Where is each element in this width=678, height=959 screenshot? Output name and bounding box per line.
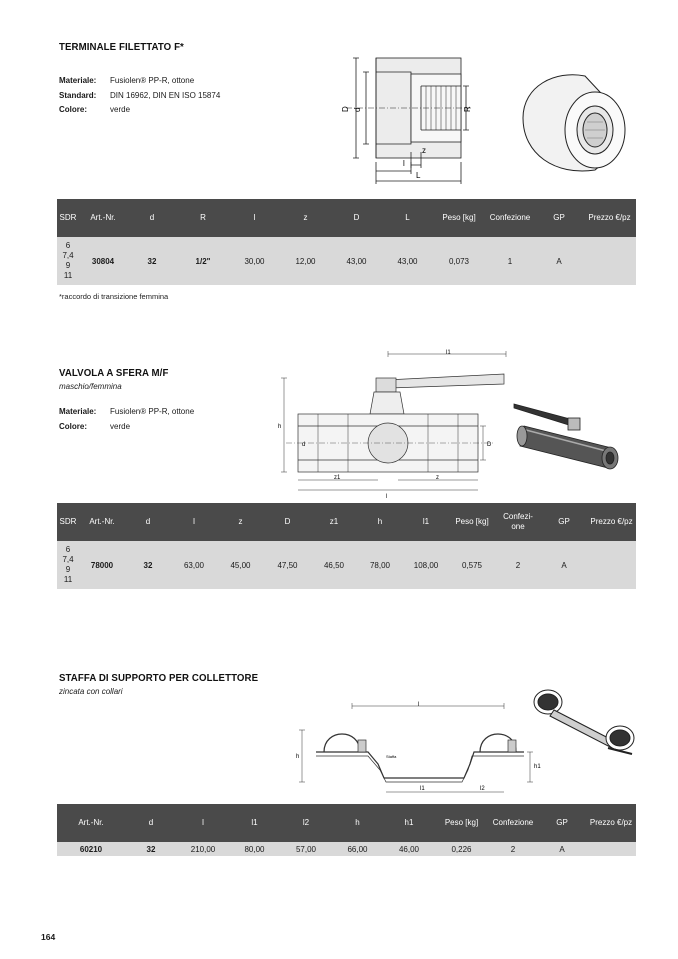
cell-l: 63,00: [171, 541, 217, 589]
section-subtitle: zincata con collari: [59, 687, 123, 696]
cell-l1: 108,00: [403, 541, 449, 589]
product-table-terminale: [57, 199, 636, 285]
cell-D: 47,50: [264, 541, 311, 589]
col-header: SDR: [57, 503, 79, 541]
dim-label-D: D: [487, 442, 492, 448]
col-header: l1: [229, 804, 280, 842]
dim-label-l: l: [418, 702, 420, 708]
col-header: Prezzo €/pz: [587, 503, 636, 541]
cell-l: 30,00: [229, 237, 280, 285]
col-header: R: [177, 199, 229, 237]
cell-D: 43,00: [331, 237, 382, 285]
dim-label-l1: l1: [420, 786, 425, 792]
table-row: [57, 541, 636, 589]
col-header: d: [127, 199, 177, 237]
cell-gp: A: [538, 842, 586, 856]
col-header: z: [217, 503, 264, 541]
col-header: Art.-Nr.: [57, 804, 125, 842]
product-table-valvola: [57, 503, 636, 589]
col-header: SDR: [57, 199, 79, 237]
col-header: Art.-Nr.: [79, 503, 125, 541]
col-header: d: [125, 804, 177, 842]
cell-gp: A: [541, 541, 587, 589]
cell-z: 12,00: [280, 237, 331, 285]
spec-label: Colore:: [59, 421, 87, 431]
cell-art-nr: 78000: [79, 541, 125, 589]
dim-label-d: d: [353, 107, 362, 112]
col-header: z: [280, 199, 331, 237]
col-header: Prezzo €/pz: [586, 804, 636, 842]
col-header: Peso [kg]: [449, 503, 495, 541]
col-header: l: [171, 503, 217, 541]
section-subtitle: maschio/femmina: [59, 382, 122, 391]
dim-label-L: L: [416, 171, 421, 180]
col-header: Confezi- one: [495, 503, 541, 541]
col-header: h: [332, 804, 383, 842]
cell-z: 45,00: [217, 541, 264, 589]
col-header: h: [357, 503, 403, 541]
col-header: D: [331, 199, 382, 237]
cell-confezione: 1: [485, 237, 535, 285]
dim-label-z: z: [436, 475, 439, 481]
dim-label-D: D: [341, 106, 350, 112]
cell-l1: 80,00: [229, 842, 280, 856]
dim-label-z: z: [422, 146, 426, 155]
spec-value: Fusiolen® PP-R, ottone: [110, 407, 195, 416]
cell-R: 1/2": [177, 237, 229, 285]
table-row: [57, 237, 636, 285]
drawing-note: Staffa: [386, 754, 397, 759]
product-table-staffa: [57, 804, 636, 856]
col-header: Art.-Nr.: [79, 199, 127, 237]
dim-label-d: d: [302, 442, 306, 448]
cell-d: 32: [127, 237, 177, 285]
col-header: GP: [535, 199, 583, 237]
col-header: D: [264, 503, 311, 541]
cell-d: 32: [125, 541, 171, 589]
spec-row: [59, 420, 194, 435]
footnote: *raccordo di transizione femmina: [59, 292, 169, 301]
cell-gp: A: [535, 237, 583, 285]
col-header: h1: [383, 804, 435, 842]
technical-drawing-valvola: [278, 348, 512, 500]
dim-label-l: l: [403, 159, 405, 168]
col-header: GP: [541, 503, 587, 541]
col-header: Prezzo €/pz: [583, 199, 636, 237]
spec-row: [59, 74, 220, 89]
dim-label-R: R: [463, 106, 472, 112]
dim-label-l1: l1: [446, 350, 451, 356]
col-header: l2: [280, 804, 332, 842]
col-header: d: [125, 503, 171, 541]
col-header: L: [382, 199, 433, 237]
col-header: Peso [kg]: [435, 804, 488, 842]
cell-l: 210,00: [177, 842, 229, 856]
spec-row: [59, 103, 220, 118]
cell-peso: 0,073: [433, 237, 485, 285]
col-header: GP: [538, 804, 586, 842]
cell-art-nr: 60210: [57, 842, 125, 856]
product-image-valvola: [512, 396, 632, 474]
technical-drawing-staffa: [294, 700, 546, 800]
cell-sdr: 6 7,4 9 11: [57, 237, 79, 285]
dim-label-l: l: [386, 494, 388, 500]
col-header: l: [229, 199, 280, 237]
spec-row: [59, 89, 220, 104]
spec-list: [59, 74, 220, 118]
dim-label-h: h: [278, 424, 282, 430]
col-header: l: [177, 804, 229, 842]
cell-prezzo: [583, 237, 636, 285]
spec-label: Colore:: [59, 105, 87, 114]
cell-confezione: 2: [488, 842, 538, 856]
spec-label: Materiale:: [59, 76, 97, 85]
cell-peso: 0,226: [435, 842, 488, 856]
technical-drawing-terminale: [336, 50, 476, 186]
spec-list: [59, 405, 194, 434]
cell-prezzo: [587, 541, 636, 589]
cell-sdr: 6 7,4 9 11: [57, 541, 79, 589]
spec-row: [59, 405, 194, 420]
product-image-staffa: [528, 682, 638, 764]
cell-prezzo: [586, 842, 636, 856]
spec-value: verde: [110, 421, 131, 431]
table-header-row: [57, 503, 636, 541]
col-header: Confezione: [485, 199, 535, 237]
table-header-row: [57, 199, 636, 237]
cell-d: 32: [125, 842, 177, 856]
col-header: z1: [311, 503, 357, 541]
cell-confezione: 2: [495, 541, 541, 589]
page-number: 164: [41, 932, 56, 942]
spec-value: DIN 16962, DIN EN ISO 15874: [110, 90, 221, 100]
spec-label: Materiale:: [59, 407, 97, 416]
cell-z1: 46,50: [311, 541, 357, 589]
dim-label-h: h: [296, 754, 300, 760]
dim-label-z1: z1: [334, 475, 341, 481]
cell-L: 43,00: [382, 237, 433, 285]
cell-l2: 57,00: [280, 842, 332, 856]
cell-h: 66,00: [332, 842, 383, 856]
col-header: Confezione: [488, 804, 538, 842]
spec-value: verde: [110, 105, 131, 114]
table-row: [57, 842, 636, 856]
section-title: VALVOLA A SFERA M/F: [59, 367, 169, 379]
col-header: l1: [403, 503, 449, 541]
section-title: TERMINALE FILETTATO F*: [59, 41, 184, 53]
dim-label-l2: l2: [480, 786, 485, 792]
dim-label-h1: h1: [534, 764, 541, 770]
cell-peso: 0,575: [449, 541, 495, 589]
cell-h: 78,00: [357, 541, 403, 589]
product-image-terminale: [515, 66, 630, 174]
spec-label: Standard:: [59, 90, 97, 100]
section-title: STAFFA DI SUPPORTO PER COLLETTORE: [59, 672, 259, 684]
table-header-row: [57, 804, 636, 842]
col-header: Peso [kg]: [433, 199, 485, 237]
cell-art-nr: 30804: [79, 237, 127, 285]
spec-value: Fusiolen® PP-R, ottone: [110, 76, 195, 85]
cell-h1: 46,00: [383, 842, 435, 856]
